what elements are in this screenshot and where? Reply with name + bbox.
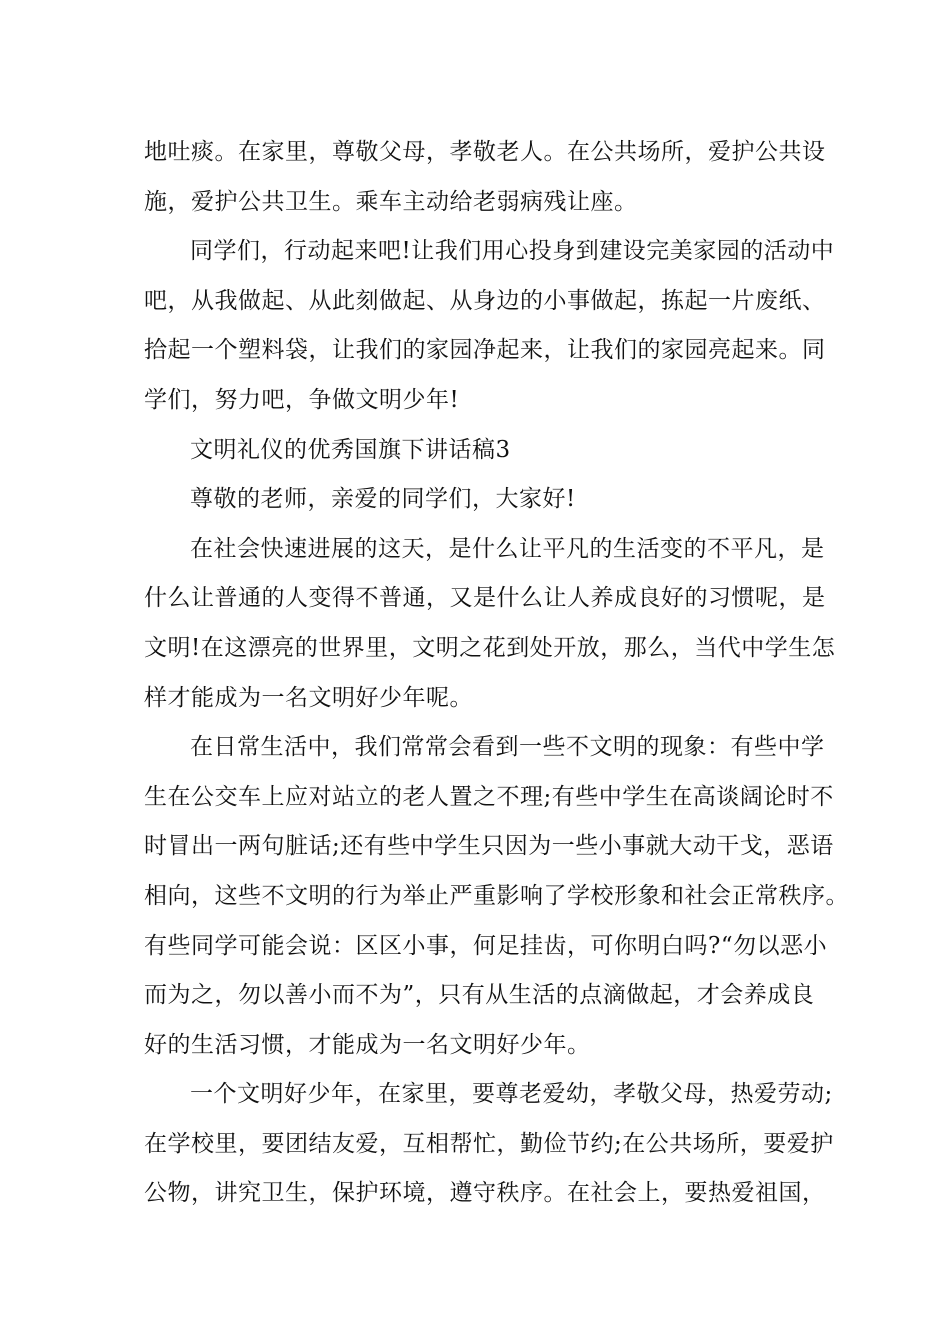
text-line: 而为之，勿以善小而不为”，只有从生活的点滴做起，才会养成良: [144, 982, 815, 1009]
text-line: 施，爱护公共卫生。乘车主动给老弱病残让座。: [144, 188, 638, 215]
text-line: 吧，从我做起、从此刻做起、从身边的小事做起，拣起一片废纸、: [144, 287, 826, 314]
text-line: 文明!在这漂亮的世界里，文明之花到处开放，那么，当代中学生怎: [144, 634, 836, 661]
text-line: 相向，这些不文明的行为举止严重影响了学校形象和社会正常秩序。: [144, 882, 849, 909]
paragraph-start-line: 在社会快速进展的这天，是什么让平凡的生活变的不平凡，是: [190, 535, 825, 562]
text-line: 什么让普通的人变得不普通，又是什么让人养成良好的习惯呢，是: [144, 585, 826, 612]
text-line: 好的生活习惯，才能成为一名文明好少年。: [144, 1031, 591, 1058]
paragraph-start-line: 一个文明好少年，在家里，要尊老爱幼，孝敬父母，热爱劳动;: [190, 1081, 833, 1108]
text-line: 样才能成为一名文明好少年呢。: [144, 684, 473, 711]
greeting-line: 尊敬的老师，亲爱的同学们，大家好!: [190, 486, 576, 513]
text-line: 时冒出一两句脏话;还有些中学生只因为一些小事就大动干戈，恶语: [144, 833, 834, 860]
text-line: 在学校里，要团结友爱，互相帮忙，勤俭节约;在公共场所，要爱护: [144, 1130, 834, 1157]
text-line: 地吐痰。在家里，尊敬父母，孝敬老人。在公共场所，爱护公共设: [144, 139, 826, 165]
paragraph-start-line: 同学们，行动起来吧!让我们用心投身到建设完美家园的活动中: [190, 238, 835, 265]
document-body: [144, 128, 864, 1219]
paragraph-start-line: 在日常生活中，我们常常会看到一些不文明的现象：有些中学: [190, 734, 825, 761]
text-line: 学们，努力吧，争做文明少年!: [144, 386, 460, 413]
text-line: 拾起一个塑料袋，让我们的家园净起来，让我们的家园亮起来。同: [144, 337, 826, 364]
text-line: 公物，讲究卫生，保护环境，遵守秩序。在社会上，要热爱祖国，: [144, 1180, 826, 1207]
text-line: 生在公交车上应对站立的老人置之不理;有些中学生在高谈阔论时不: [144, 783, 834, 810]
section-title: 文明礼仪的优秀国旗下讲话稿3: [190, 436, 511, 463]
text-line: 有些同学可能会说：区区小事，何足挂齿，可你明白吗?“勿以恶小: [144, 932, 828, 959]
